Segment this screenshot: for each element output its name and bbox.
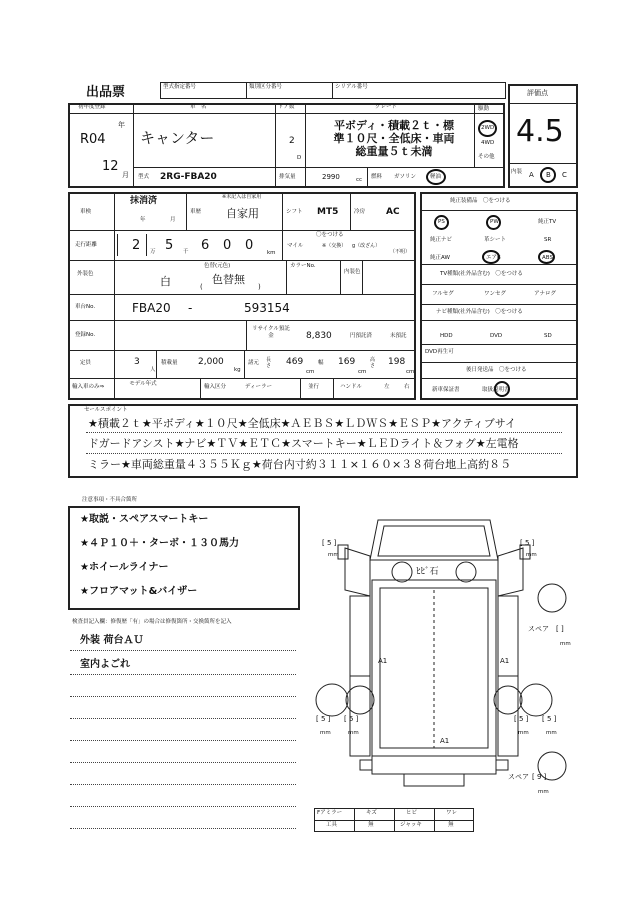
cc-unit: cc [356, 177, 363, 183]
drive-label: 駆動 [478, 106, 490, 112]
tire-unit: mm [560, 641, 571, 647]
import-category-label: 輸入区分 [204, 384, 227, 390]
form-title: 出品票 [86, 85, 126, 100]
legend-header: Fアミラー [317, 810, 343, 816]
unit-km: km [267, 250, 276, 256]
note-line: ★４Ｐ１０＋・ターボ・１３０馬力 [80, 538, 239, 549]
tire-unit: mm [538, 789, 549, 795]
grade-text: 平ボディ・積載２ｔ・標準１０尺・全低床・車両総重量５ｔ未満 [333, 119, 455, 158]
load-label: 積載量 [161, 360, 178, 366]
type-designation-label: 型式指定番号 [163, 84, 197, 90]
dvd-playback-label: DVD再生可 [425, 349, 454, 355]
mileage-opt-mile: マイル [287, 243, 304, 249]
legend-cell: 工具 [326, 822, 338, 828]
legend-header: ヒビ [406, 810, 418, 816]
sales-label: セールスポイント [84, 407, 128, 413]
grade-label: グレード [375, 104, 398, 110]
tv-analog: アナログ [534, 291, 557, 297]
legend-header: キズ [366, 810, 377, 816]
year-unit: 年 [118, 121, 125, 129]
spare-top-value: [ ] [556, 625, 564, 633]
width-value: 169 [338, 357, 356, 367]
post-manual: 取扱説明書 [482, 387, 510, 393]
inspection-value: 抹消済 [130, 196, 158, 206]
height-label: 高さ [370, 357, 376, 369]
ac-label: 冷房 [354, 209, 366, 215]
mileage-opt-unknown: （不明） [390, 249, 411, 255]
tire-depth-rear-left-outer: [ 5 ] [316, 715, 331, 723]
score-label: 評価点 [527, 89, 548, 97]
color-change-value: 色替無 [212, 273, 245, 286]
mileage-opt-swap: ※（交換） [322, 243, 347, 249]
interior-grade-a: A [529, 171, 534, 179]
first-reg-label: 初年度登録 [78, 104, 106, 110]
post-warranty: 新車保証書 [432, 387, 460, 393]
mileage-label: 走行距離 [75, 242, 98, 248]
legend-cell: 無 [368, 822, 374, 828]
month-unit: 月 [122, 171, 129, 179]
equip-sr: SR [544, 237, 552, 243]
inspection-label: 車検 [80, 209, 92, 215]
dealer-option: ディーラー [245, 384, 273, 390]
shift-label: シフト [286, 209, 303, 215]
interior-grade-c: C [562, 171, 567, 179]
model-year-label: モデル年式 [129, 381, 157, 387]
chassis-dash: - [188, 301, 193, 315]
inspection-year-unit: 年 [140, 217, 146, 223]
use-label: 車歴 [190, 209, 202, 215]
load-value: 2,000 [198, 357, 224, 367]
sales-line: ミラー★車両総重量４３５５Ｋｇ★荷台内寸約３１１×１６０×３８荷台地上高約８５ [88, 458, 512, 471]
color-change-label: 色替(元色) [204, 263, 231, 269]
tire-depth-front-right: [ 5 ] [520, 539, 535, 547]
length-unit: cm [306, 369, 315, 375]
car-name-label: 車 名 [190, 104, 207, 110]
drive-other: その他 [478, 154, 495, 160]
recycle-unit: 円預託済 [350, 333, 373, 339]
tire-depth-rear-right-inner: [ 5 ] [514, 715, 529, 723]
length-label: 長さ [266, 357, 272, 369]
note-line: ★ホイールライナー [80, 562, 169, 573]
post-title: 後日発送品 〇をつける [466, 367, 527, 373]
inspector-label: 検査員記入欄：修復歴「有」の場合は修復箇所・交換箇所を記入 [72, 619, 232, 625]
tire-depth-rear-right-outer: [ 5 ] [542, 715, 557, 723]
unit-man: 万 [150, 249, 156, 255]
tv-fullseg: フルセグ [432, 291, 454, 297]
inspector-line: 外装 荷台ＡＵ [80, 635, 144, 646]
serial-label: シリアル番号 [335, 84, 368, 90]
dims-label: 諸元 [248, 360, 260, 366]
legend-cell: 無 [448, 822, 454, 828]
tire-unit: mm [518, 730, 529, 736]
tv-oneseg: ワンセグ [484, 291, 507, 297]
mileage-circle-note: 〇をつける [316, 232, 344, 238]
width-unit: cm [358, 369, 367, 375]
first-reg-year: R04 [80, 132, 106, 147]
ext-color-label: 外装色 [77, 271, 94, 277]
damage-mark-chip: ﾋﾋﾞ石 [416, 567, 439, 577]
shift-value: MT5 [317, 207, 339, 217]
equip-pw: PW [490, 219, 499, 225]
unit-sen: 千 [183, 249, 189, 255]
height-unit: cm [406, 369, 415, 375]
mileage-opt-tamper: g（改ざん） [352, 243, 381, 249]
inspection-month-unit: 月 [170, 217, 176, 223]
mileage-digit: 2 [132, 238, 141, 253]
ext-color-value: 白 [160, 275, 171, 288]
displacement-label: 排気量 [279, 174, 296, 180]
equip-leather: 革シート [484, 237, 507, 243]
capacity-unit: 人 [150, 367, 156, 373]
note-line: ★取説・スペアスマートキー [80, 514, 209, 525]
equip-tv: 純正TV [538, 219, 557, 225]
category-label: 類別区分番号 [249, 84, 283, 90]
import-label: 輸入車のみ⇒ [72, 384, 105, 390]
damage-mark: A1 [500, 657, 510, 665]
mileage-digit: 6 [201, 238, 210, 253]
tire-depth-rear-left-inner: [ 5 ] [344, 715, 359, 723]
navi-hdd: HDD [440, 333, 453, 339]
recycle-label: リサイクル預託金 [252, 326, 290, 339]
legend-header: ワレ [446, 810, 458, 816]
mileage-digit: 0 [245, 238, 254, 253]
equip-navi: 純正ナビ [430, 237, 453, 243]
drive-4wd: 4WD [481, 140, 495, 146]
tire-depth-front-left: [ 5 ] [322, 539, 337, 547]
damage-mark: A1 [378, 657, 388, 665]
parallel-option: 並行 [308, 384, 320, 390]
note-line: ★フロアマット&バイザー [80, 586, 198, 597]
tv-title: TV種類(社外品含む) 〇をつける [440, 271, 523, 277]
chassis-model: FBA20 [132, 301, 171, 315]
equip-aw: 純正AW [430, 255, 450, 261]
ac-value: AC [386, 207, 400, 217]
type-value: 2RG-FBA20 [160, 172, 217, 182]
width-label: 幅 [318, 360, 324, 366]
type-label: 型式 [138, 174, 150, 180]
recycle-unpaid: 未預託 [390, 333, 407, 339]
inspector-line: 室内よごれ [80, 659, 130, 670]
mileage-digit: 5 [165, 238, 174, 253]
recycle-amount: 8,830 [306, 331, 332, 341]
spare-bottom-value: [ 9 ] [532, 773, 547, 781]
legend-cell: ジャッキ [400, 822, 422, 828]
int-color-label: 内装色 [344, 269, 361, 275]
tire-unit: mm [348, 730, 359, 736]
use-note: ※未記入は自家用 [222, 194, 262, 200]
equip-abs: ABS [542, 255, 553, 261]
handle-left: 左 [384, 384, 390, 390]
displacement-value: 2990 [322, 173, 340, 181]
capacity-label: 定員 [80, 360, 92, 366]
chassis-number: 593154 [244, 301, 290, 315]
height-value: 198 [388, 357, 406, 367]
interior-label: 内装 [511, 169, 523, 175]
interior-grade-b: B [546, 171, 551, 179]
tire-unit: mm [328, 552, 339, 558]
door-label: ドア数 [278, 104, 295, 110]
navi-title: ナビ種類(社外品含む) 〇をつける [436, 309, 523, 315]
car-name: キャンター [140, 129, 215, 147]
mileage-digit: 0 [223, 238, 232, 253]
spare-bottom-label: スペア [508, 773, 529, 781]
equip-ps: PS [438, 219, 445, 225]
load-unit: kg [234, 367, 241, 373]
reg-no-label: 登録No. [75, 332, 96, 338]
fuel-diesel: 軽油 [430, 174, 442, 180]
notes-label: 注意事項・不具合箇所 [82, 497, 138, 503]
fuel-label: 燃料 [371, 174, 383, 180]
score-value: 4.5 [516, 114, 564, 149]
tire-unit: mm [526, 552, 537, 558]
equip-airbag: エアB [486, 255, 501, 261]
tire-unit: mm [546, 730, 557, 736]
door-unit: D [297, 155, 302, 161]
damage-mark: A1 [440, 737, 450, 745]
drive-2wd: 2WD [481, 125, 495, 131]
use-value: 自家用 [226, 207, 259, 220]
first-reg-month: 12 [102, 159, 119, 174]
handle-label: ハンドル [340, 384, 363, 390]
sales-line: ★積載２ｔ★平ボディ★１０尺★全低床★ＡＥＢＳ★ＬＤＷＳ★ＥＳＰ★アクティブサイ [88, 417, 517, 430]
handle-right: 右 [404, 384, 410, 390]
spare-top-label: スペア [528, 625, 549, 633]
fuel-gasoline: ガソリン [394, 174, 417, 180]
sales-line: ドガードアシスト★ナビ★ＴＶ★ＥＴＣ★スマートキー★ＬＥＤライト＆フォグ★左電格 [88, 437, 519, 450]
chassis-label: 車台No. [75, 304, 96, 310]
door-count: 2 [289, 136, 295, 146]
navi-dvd: DVD [490, 333, 503, 339]
capacity-value: 3 [134, 357, 140, 367]
navi-sd: SD [544, 333, 552, 339]
color-no-label: カラーNo. [290, 263, 316, 269]
tire-unit: mm [320, 730, 331, 736]
equipment-title: 純正装備品 〇をつける [450, 198, 511, 204]
length-value: 469 [286, 357, 304, 367]
